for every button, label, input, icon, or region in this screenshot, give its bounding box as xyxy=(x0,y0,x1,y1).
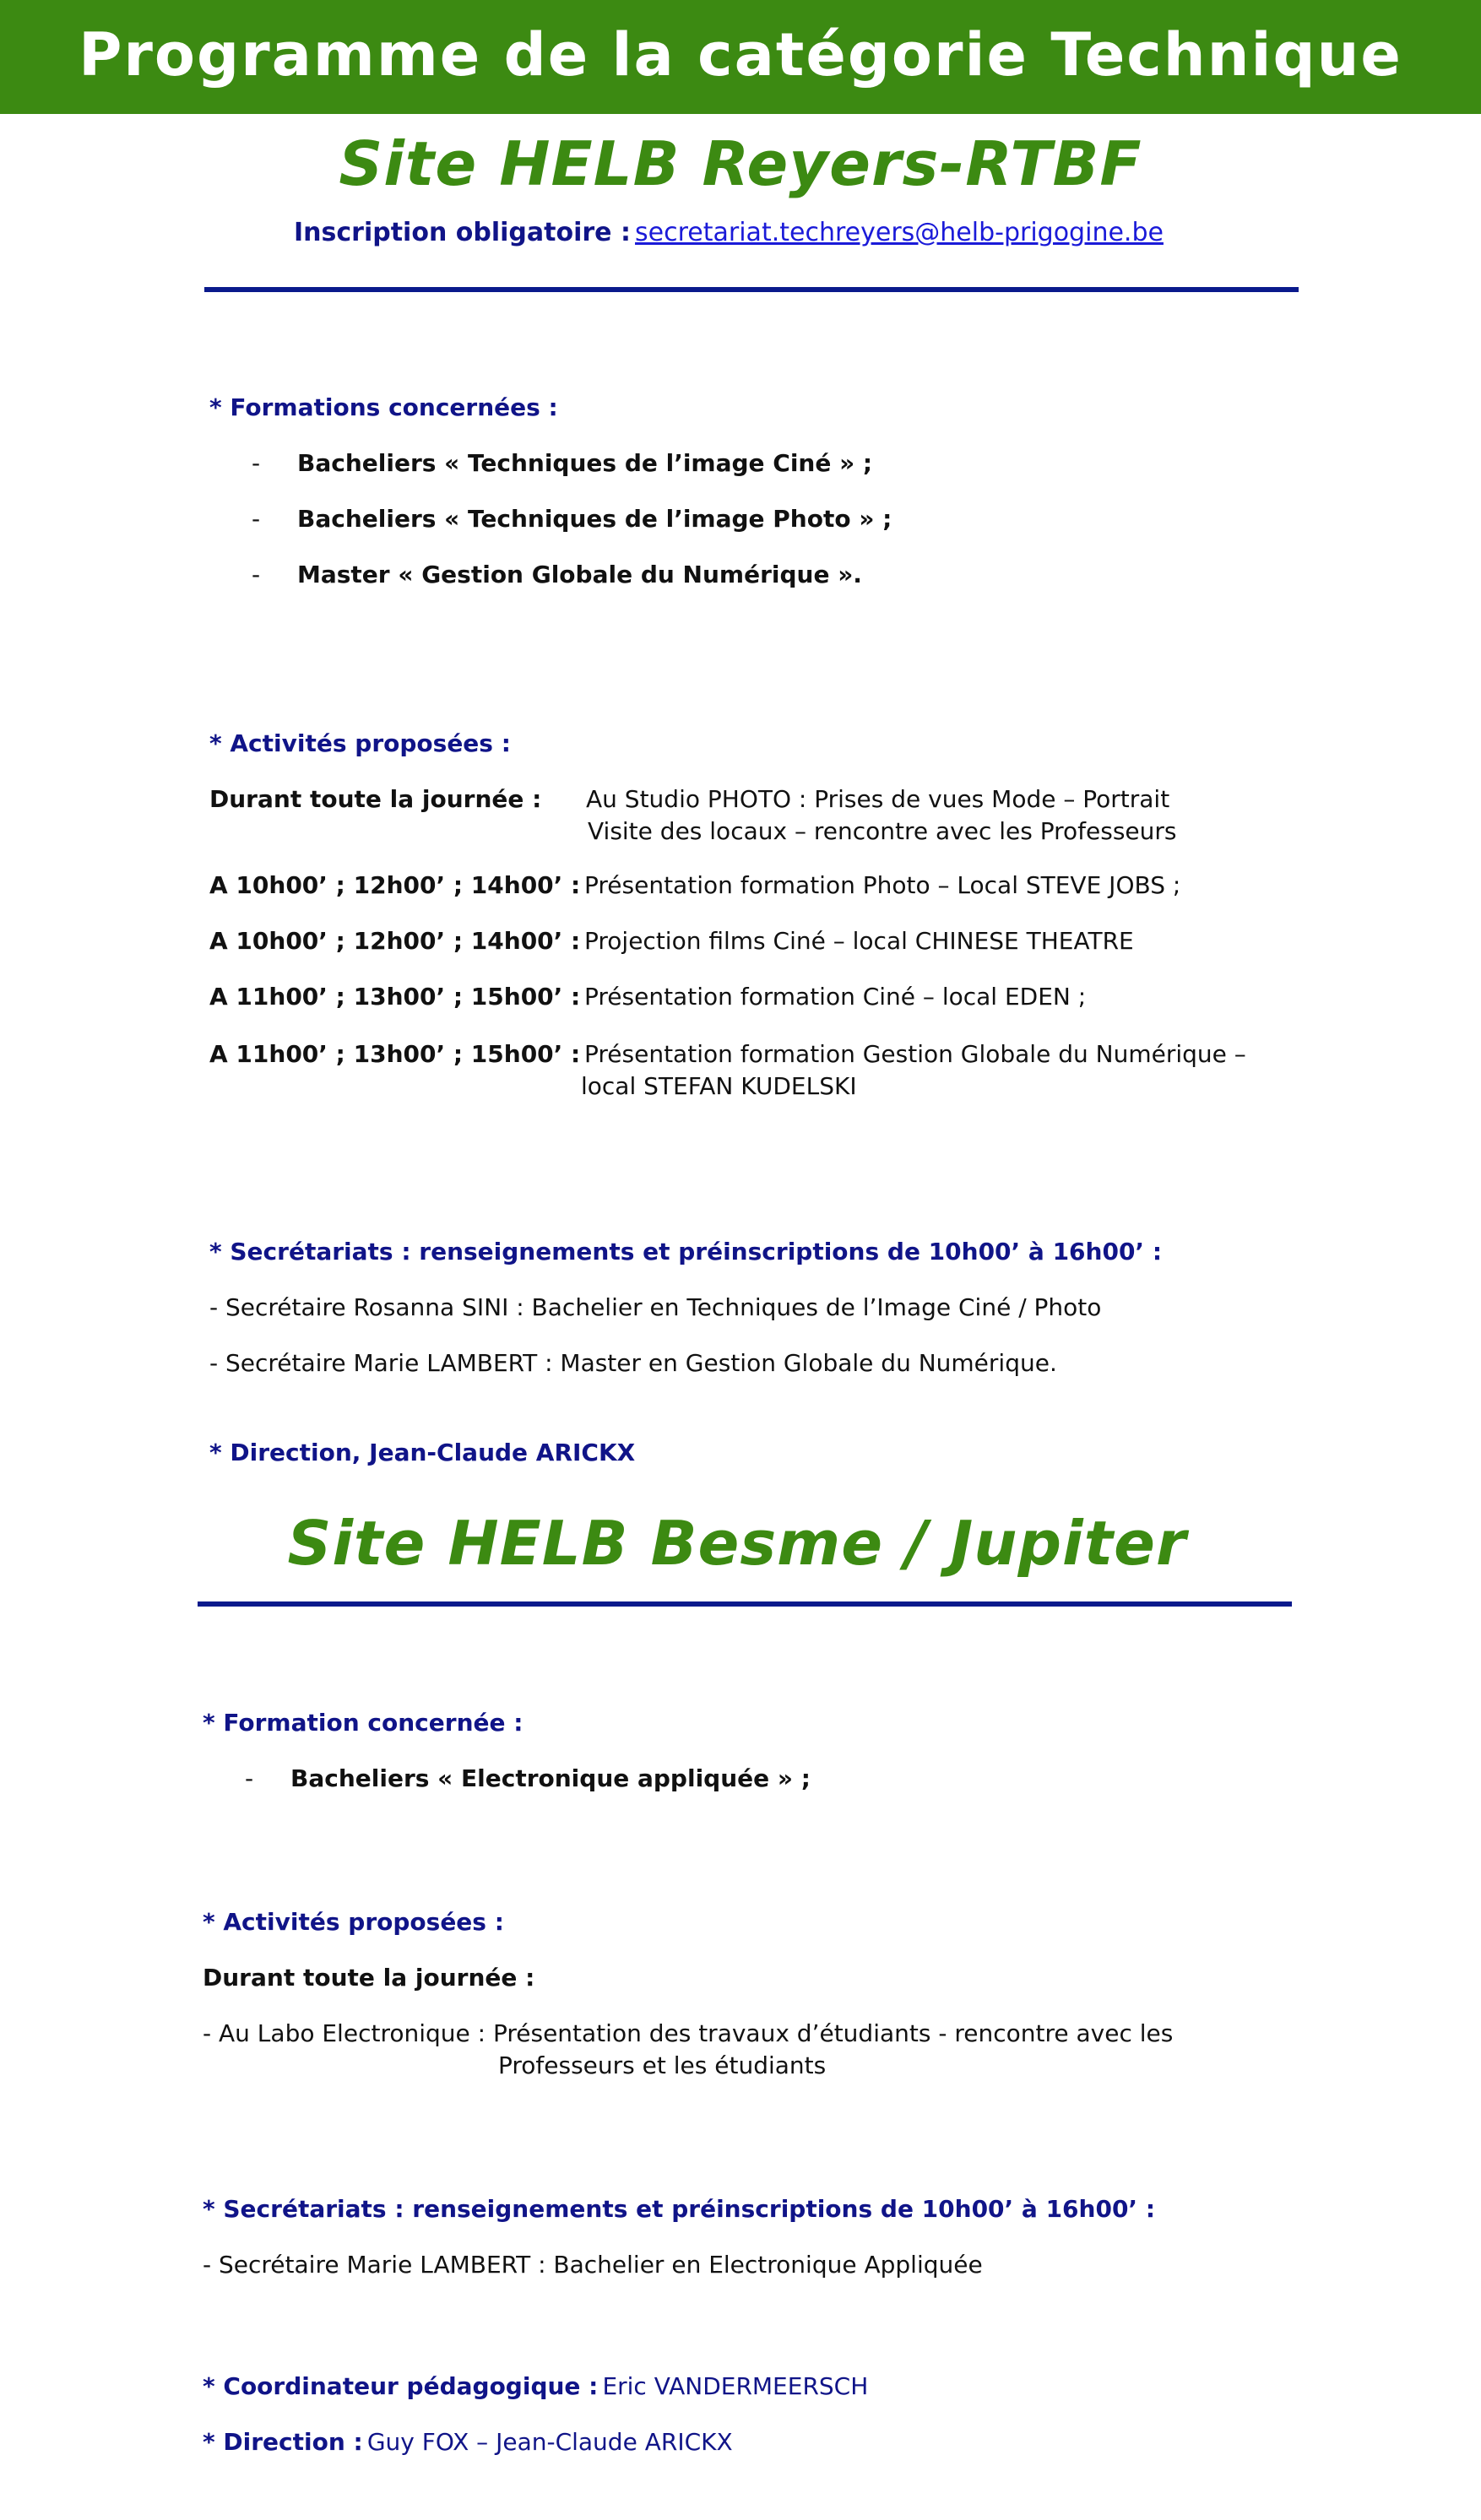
site1-formation-item: Master « Gestion Globale du Numérique ». xyxy=(297,561,862,588)
coordinateur-label: * Coordinateur pédagogique : xyxy=(203,2372,599,2400)
activite-time: A 10h00’ ; 12h00’ ; 14h00’ : xyxy=(209,871,581,899)
activite-time: A 11h00’ ; 13h00’ ; 15h00’ : xyxy=(209,1040,581,1068)
site2-formation-item: Bacheliers « Electronique appliquée » ; xyxy=(290,1764,811,1792)
secretariat-item: - Secrétaire Rosanna SINI : Bachelier en Techniques de l’Image Ciné / Photo xyxy=(209,1293,1102,1321)
site1-secretariats-heading: * Secrétariats : renseignements et préinscriptions de 10h00’ à 16h00’ : xyxy=(209,1238,1163,1265)
activite-description: Projection films Ciné – local CHINESE THEATRE xyxy=(584,927,1134,955)
inscription-line xyxy=(294,218,1164,247)
bullet: - xyxy=(252,449,261,477)
site2-secretariats-heading: * Secrétariats : renseignements et préinscriptions de 10h00’ à 16h00’ : xyxy=(203,2195,1156,2223)
direction-names: Guy FOX – Jean-Claude ARICKX xyxy=(366,2428,733,2456)
site1-formations-heading: * Formations concernées : xyxy=(209,393,558,421)
site1-formation-item: Bacheliers « Techniques de l’image Ciné » ; xyxy=(297,449,873,477)
site1-direction: * Direction, Jean-Claude ARICKX xyxy=(209,1439,636,1466)
site1-divider xyxy=(204,287,1299,292)
activite-time: A 10h00’ ; 12h00’ ; 14h00’ : xyxy=(209,927,581,955)
activite-description: Présentation formation Ciné – local EDEN ; xyxy=(584,983,1087,1011)
site1-formation-item: Bacheliers « Techniques de l’image Photo » ; xyxy=(297,505,892,533)
direction-label: * Direction : xyxy=(203,2428,363,2456)
activite-description: Présentation formation Gestion Globale du Numérique – xyxy=(584,1040,1246,1068)
inscription-label: Inscription obligatoire : xyxy=(294,218,631,247)
direction-line xyxy=(203,2428,733,2456)
bullet: - xyxy=(252,505,261,533)
activite-description: Présentation formation Photo – Local STEVE JOBS ; xyxy=(584,871,1181,899)
activite-time: A 11h00’ ; 13h00’ ; 15h00’ : xyxy=(209,983,581,1011)
secretariat-item: - Secrétaire Marie LAMBERT : Bachelier en Electronique Appliquée xyxy=(203,2251,983,2279)
site2-formation-heading: * Formation concernée : xyxy=(203,1709,524,1737)
activite-description: Professeurs et les étudiants xyxy=(498,2051,827,2079)
bullet: - xyxy=(252,561,261,588)
site1-activites-heading: * Activités proposées : xyxy=(209,729,511,757)
activite-description: Visite des locaux – rencontre avec les Professeurs xyxy=(588,817,1177,845)
inscription-email-link[interactable]: secretariat.techreyers@helb-prigogine.be xyxy=(635,218,1164,247)
coordinateur-line xyxy=(203,2372,868,2400)
site2-divider xyxy=(198,1601,1292,1607)
page-title: Programme de la catégorie Technique xyxy=(79,20,1402,89)
bullet: - xyxy=(245,1764,254,1792)
activite-description: Au Studio PHOTO : Prises de vues Mode – Portrait xyxy=(586,785,1170,813)
activite-time: Durant toute la journée : xyxy=(203,1964,535,1992)
activite-description: local STEFAN KUDELSKI xyxy=(581,1072,857,1100)
site2-title: Site HELB Besme / Jupiter xyxy=(287,1508,1187,1579)
secretariat-item: - Secrétaire Marie LAMBERT : Master en Gestion Globale du Numérique. xyxy=(209,1349,1057,1377)
site2-activites-heading: * Activités proposées : xyxy=(203,1908,504,1936)
activite-description: - Au Labo Electronique : Présentation des travaux d’étudiants - rencontre avec les xyxy=(203,2019,1174,2047)
coordinateur-name: Eric VANDERMEERSCH xyxy=(602,2372,869,2400)
site1-title: Site HELB Reyers-RTBF xyxy=(339,128,1142,199)
activite-time: Durant toute la journée : xyxy=(209,785,542,813)
